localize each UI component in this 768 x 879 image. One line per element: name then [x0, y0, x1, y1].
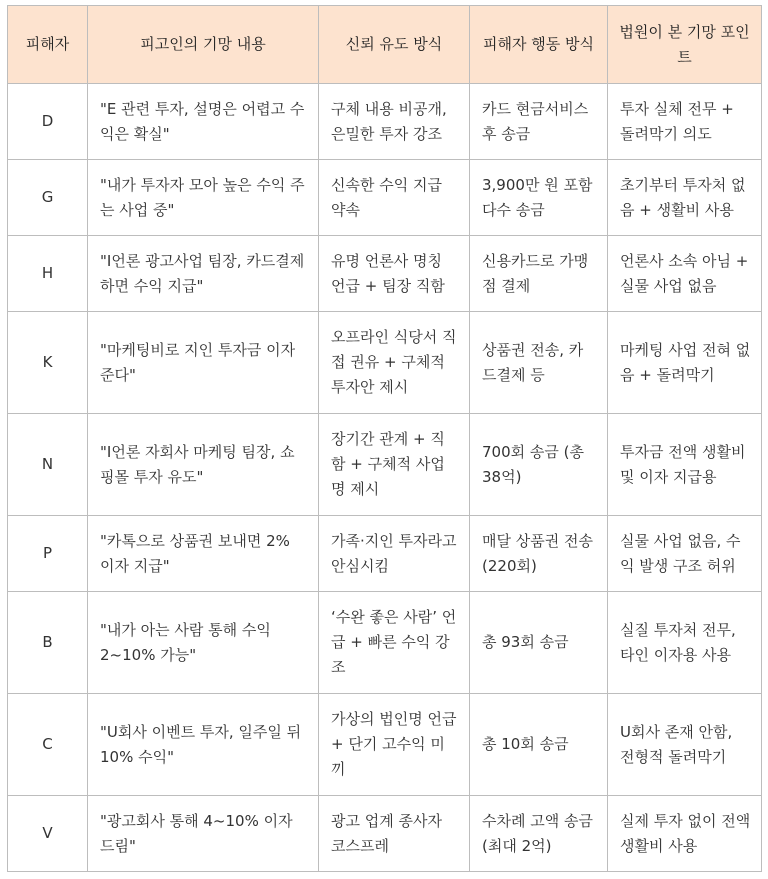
- victim-cell: C: [8, 694, 88, 796]
- victim-cell: G: [8, 160, 88, 236]
- header-deception-content: 피고인의 기망 내용: [88, 6, 319, 84]
- table-row: [8, 236, 762, 312]
- victim-action-cell: 카드 현금서비스 후 송금: [470, 84, 608, 160]
- deception-cell: "I언론 자회사 마케팅 팀장, 쇼핑몰 투자 유도": [88, 414, 319, 516]
- victim-action-cell: 3,900만 원 포함 다수 송금: [470, 160, 608, 236]
- header-victim-action: 피해자 행동 방식: [470, 6, 608, 84]
- table-row: [8, 516, 762, 592]
- victim-cell: V: [8, 796, 88, 872]
- deception-cell: "내가 투자자 모아 높은 수익 주는 사업 중": [88, 160, 319, 236]
- trust-method-cell: 가족·지인 투자라고 안심시킴: [319, 516, 470, 592]
- trust-method-cell: 장기간 관계 + 직함 + 구체적 사업명 제시: [319, 414, 470, 516]
- table-row: [8, 312, 762, 414]
- victim-cell: K: [8, 312, 88, 414]
- trust-method-cell: 신속한 수익 지급 약속: [319, 160, 470, 236]
- victim-action-cell: 총 10회 송금: [470, 694, 608, 796]
- victim-action-cell: 총 93회 송금: [470, 592, 608, 694]
- header-victim: 피해자: [8, 6, 88, 84]
- court-point-cell: 초기부터 투자처 없음 + 생활비 사용: [608, 160, 762, 236]
- header-trust-method: 신뢰 유도 방식: [319, 6, 470, 84]
- victim-cell: D: [8, 84, 88, 160]
- victim-cell: P: [8, 516, 88, 592]
- table-row: [8, 592, 762, 694]
- court-point-cell: 투자 실체 전무 + 돌려막기 의도: [608, 84, 762, 160]
- trust-method-cell: 오프라인 식당서 직접 권유 + 구체적 투자안 제시: [319, 312, 470, 414]
- victim-action-cell: 상품권 전송, 카드결제 등: [470, 312, 608, 414]
- court-point-cell: 투자금 전액 생활비 및 이자 지급용: [608, 414, 762, 516]
- victim-cell: N: [8, 414, 88, 516]
- table-row: [8, 694, 762, 796]
- deception-cell: "E 관련 투자, 설명은 어렵고 수익은 확실": [88, 84, 319, 160]
- court-point-cell: U회사 존재 안함, 전형적 돌려막기: [608, 694, 762, 796]
- deception-cases-table: [7, 5, 762, 872]
- trust-method-cell: 구체 내용 비공개, 은밀한 투자 강조: [319, 84, 470, 160]
- table-row: [8, 796, 762, 872]
- deception-cell: "U회사 이벤트 투자, 일주일 뒤 10% 수익": [88, 694, 319, 796]
- trust-method-cell: 유명 언론사 명칭 언급 + 팀장 직함: [319, 236, 470, 312]
- deception-cell: "내가 아는 사람 통해 수익 2~10% 가능": [88, 592, 319, 694]
- court-point-cell: 실물 사업 없음, 수익 발생 구조 허위: [608, 516, 762, 592]
- table-row: [8, 160, 762, 236]
- deception-cell: "광고회사 통해 4~10% 이자 드림": [88, 796, 319, 872]
- header-row: [8, 6, 762, 84]
- table-row: [8, 84, 762, 160]
- trust-method-cell: ‘수완 좋은 사람’ 언급 + 빠른 수익 강조: [319, 592, 470, 694]
- court-point-cell: 실제 투자 없이 전액 생활비 사용: [608, 796, 762, 872]
- deception-cell: "I언론 광고사업 팀장, 카드결제하면 수익 지급": [88, 236, 319, 312]
- header-court-point: 법원이 본 기망 포인트: [608, 6, 762, 84]
- trust-method-cell: 가상의 법인명 언급 + 단기 고수익 미끼: [319, 694, 470, 796]
- court-point-cell: 마케팅 사업 전혀 없음 + 돌려막기: [608, 312, 762, 414]
- victim-cell: B: [8, 592, 88, 694]
- table-row: [8, 414, 762, 516]
- trust-method-cell: 광고 업계 종사자 코스프레: [319, 796, 470, 872]
- victim-action-cell: 매달 상품권 전송 (220회): [470, 516, 608, 592]
- court-point-cell: 언론사 소속 아님 + 실물 사업 없음: [608, 236, 762, 312]
- victim-cell: H: [8, 236, 88, 312]
- court-point-cell: 실질 투자처 전무, 타인 이자용 사용: [608, 592, 762, 694]
- victim-action-cell: 신용카드로 가맹점 결제: [470, 236, 608, 312]
- deception-cell: "마케팅비로 지인 투자금 이자 준다": [88, 312, 319, 414]
- victim-action-cell: 수차례 고액 송금 (최대 2억): [470, 796, 608, 872]
- deception-cell: "카톡으로 상품권 보내면 2% 이자 지급": [88, 516, 319, 592]
- victim-action-cell: 700회 송금 (총 38억): [470, 414, 608, 516]
